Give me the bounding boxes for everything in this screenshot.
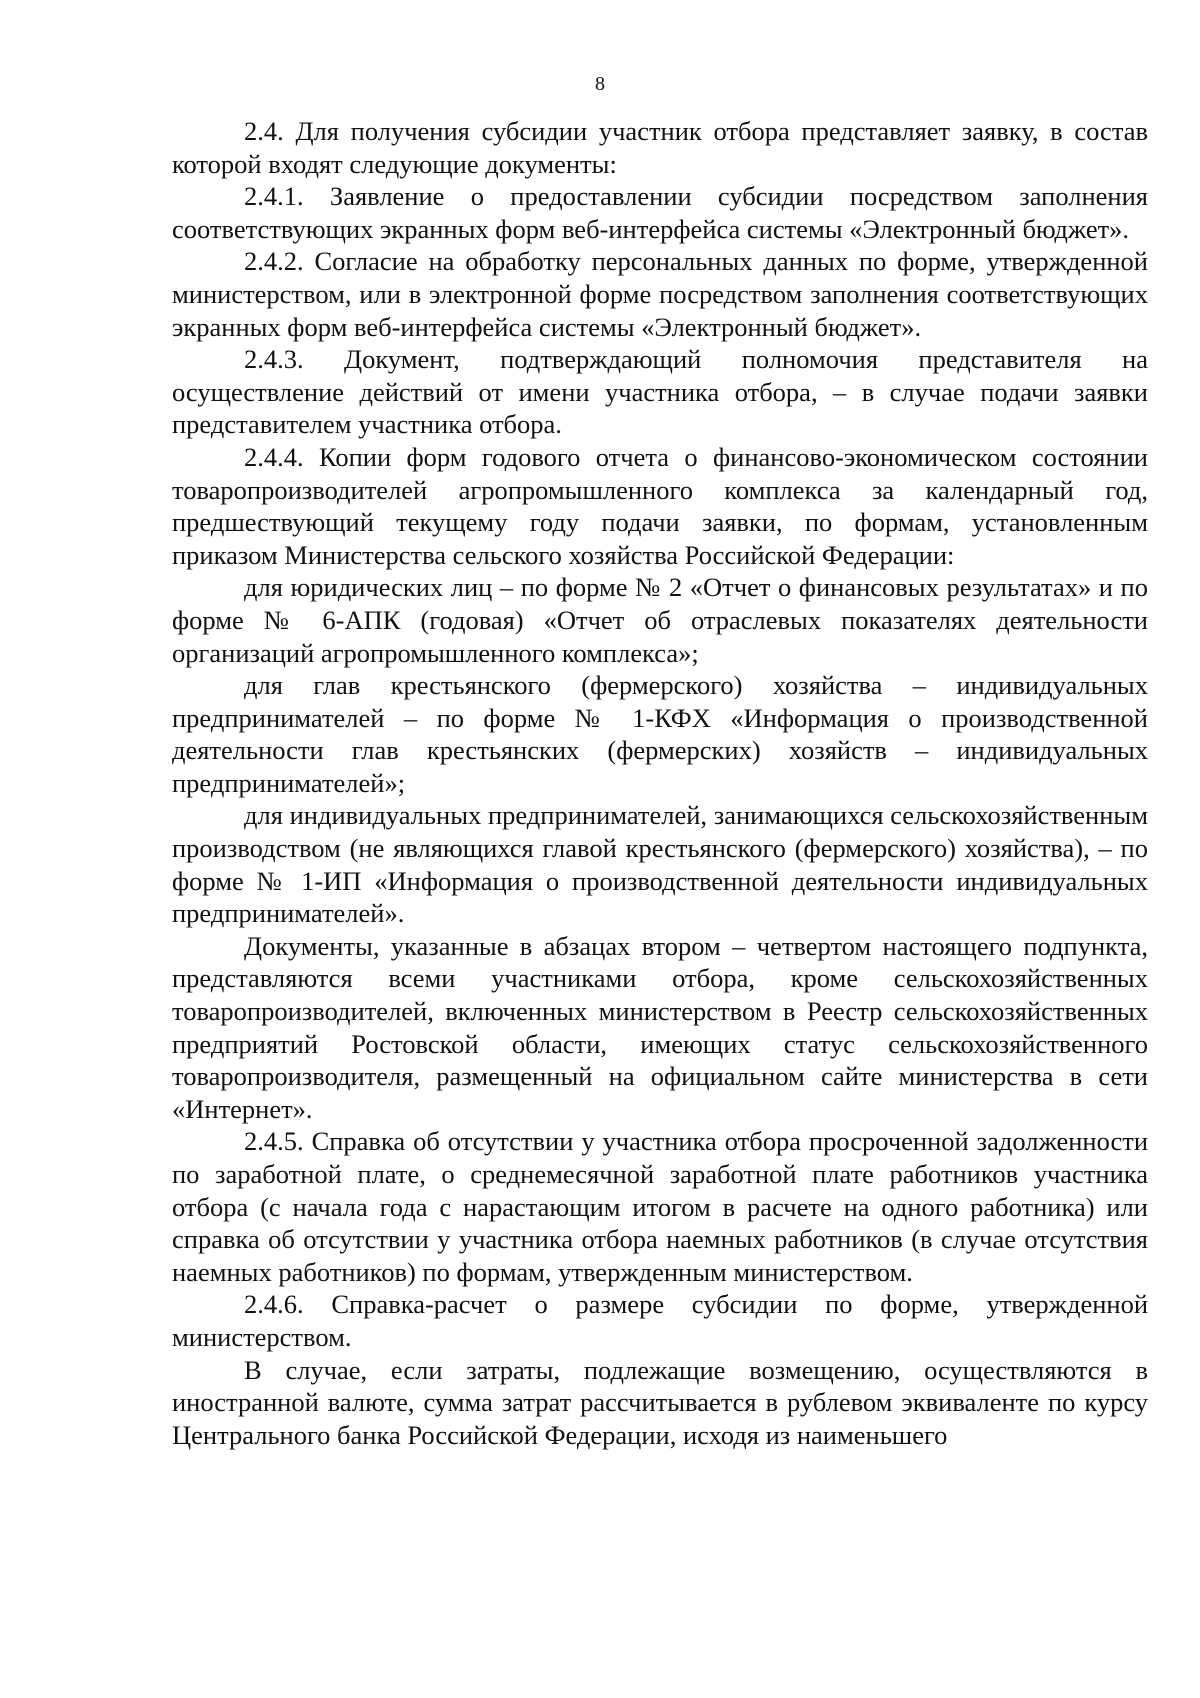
paragraph-2-4-2: 2.4.2. Согласие на обработку персональных данных по форме, утвержденной министерством, или в электронной форме посредством заполнения соответствующих экранных форм веб-интерфейса системы «Электронный бюджет». <box>172 246 1148 342</box>
paragraph-farm-heads: для глав крестьянского (фермерского) хозяйства – индивидуальных предпринимателей – по форме № 1-КФХ «Информация о производственной деятельности глав крестьянских (фермерских) хозяйств – индивидуальных предпринимателей»; <box>172 670 1148 798</box>
paragraph-2-4-6: 2.4.6. Справка-расчет о размере субсидии по форме, утвержденной министерством. <box>172 1289 1148 1352</box>
paragraph-2-4-3: 2.4.3. Документ, подтверждающий полномочия представителя на осуществление действий от имени участника отбора, – в случае подачи заявки представителем участника отбора. <box>172 344 1148 440</box>
document-body <box>172 115 1148 1451</box>
page-number: 8 <box>595 73 605 95</box>
paragraph-foreign-currency: В случае, если затраты, подлежащие возмещению, осуществляются в иностранной валюте, сумма затрат рассчитывается в рублевом эквиваленте по курсу Центрального банка Российской Федерации, исходя из наименьшего <box>172 1354 1148 1450</box>
paragraph-documents-note: Документы, указанные в абзацах втором – четвертом настоящего подпункта, представляются всеми участниками отбора, кроме сельскохозяйственных товаропроизводителей, включенных министерством в Реестр сельскохозяйственных предприятий Ростовской области, имеющих статус сельскохозяйственного товаропроизводителя, размещенный на официальном сайте министерства в сети «Интернет». <box>172 930 1148 1124</box>
paragraph-2-4-1: 2.4.1. Заявление о предоставлении субсидии посредством заполнения соответствующих экранных форм веб-интерфейса системы «Электронный бюджет». <box>172 181 1148 244</box>
paragraph-2-4-5: 2.4.5. Справка об отсутствии у участника отбора просроченной задолженности по заработной плате, о среднемесячной заработной плате работников участника отбора (с начала года с нарастающим итогом в расчете на одного работника) или справка об отсутствии у участника отбора наемных работников (в случае отсутствия наемных работников) по формам, утвержденным министерством. <box>172 1126 1148 1287</box>
paragraph-2-4: 2.4. Для получения субсидии участник отбора представляет заявку, в состав которой входят следующие документы: <box>172 116 1148 179</box>
paragraph-legal-entities: для юридических лиц – по форме № 2 «Отчет о финансовых результатах» и по форме № 6-АПК (годовая) «Отчет об отраслевых показателях деятельности организаций агропромышленного комплекса»; <box>172 572 1148 668</box>
paragraph-2-4-4: 2.4.4. Копии форм годового отчета о финансово-экономическом состоянии товаропроизводителей агропромышленного комплекса за календарный год, предшествующий текущему году подачи заявки, по формам, установленным приказом Министерства сельского хозяйства Российской Федерации: <box>172 441 1148 570</box>
paragraph-individual-entrepreneurs: для индивидуальных предпринимателей, занимающихся сельскохозяйственным производством (не являющихся главой крестьянского (фермерского) хозяйства), – по форме № 1-ИП «Информация о производственной деятельности индивидуальных предпринимателей». <box>172 800 1148 929</box>
